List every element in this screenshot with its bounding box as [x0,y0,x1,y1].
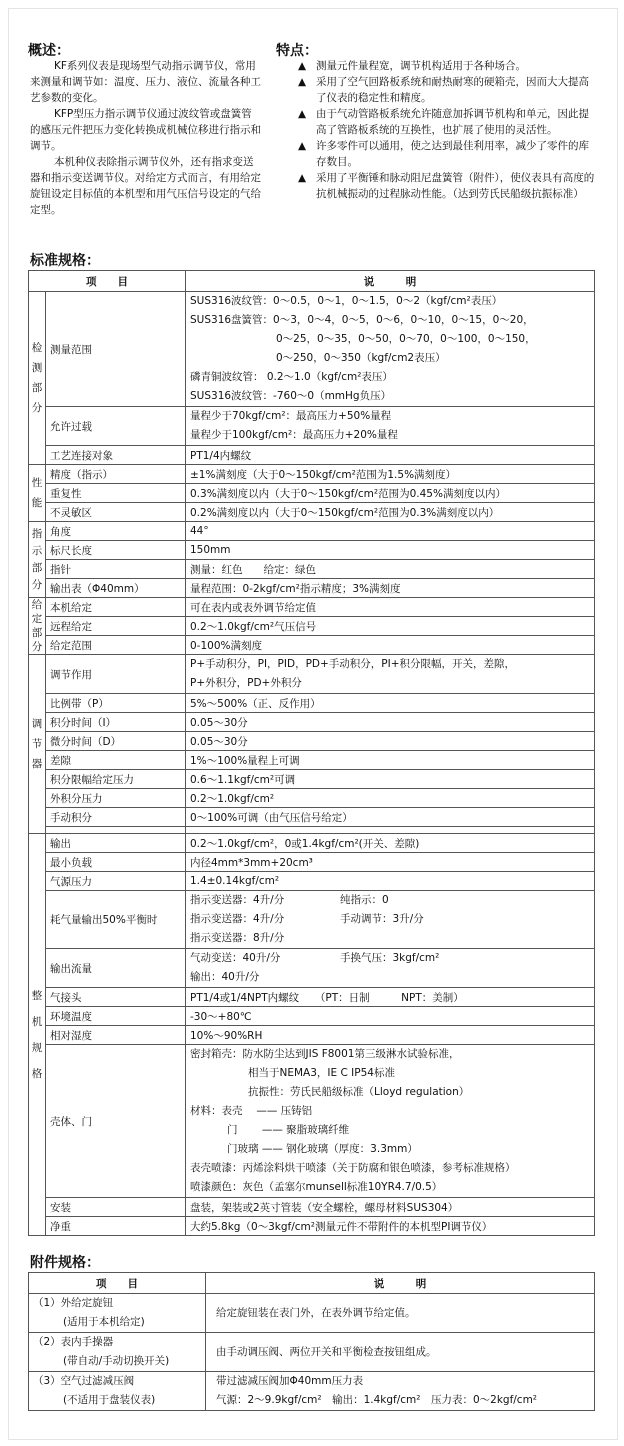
table-row [29,1217,595,1236]
column-header-item: 项 目 [29,1273,206,1294]
row-label: 比例带（P） [46,694,186,713]
row-value: 0.2%满刻度以内（大于0～150kgf/cm²范围为0.3%满刻度以内） [186,503,595,522]
output-flow-value: 气动变送：40升/分 手换气压：3kgf/cm² 输出：40升/分 [186,949,595,988]
bullet-triangle-icon: ▲ [298,172,307,184]
table-row [29,1026,595,1045]
row-value: 1%～100%量程上可调 [186,751,595,770]
table-row [29,770,595,789]
group-performance: 性 能 [29,465,46,522]
row-value: 大约5.8kg（0～3kgf/cm²测量元件不带附件的本机型PI调节仪） [186,1217,595,1236]
row-value: 0-100%满刻度 [186,636,595,655]
table-row [29,694,595,713]
row-value: 可在表内或表外调节给定值 [186,598,595,617]
row-label: 本机给定 [46,598,186,617]
table-row [29,1007,595,1026]
overview-paragraph: KFP型压力指示调节仪通过波纹管或盘簧管的感压元件把压力变化转换成机械位移进行指示和调节。 [30,108,261,152]
row-label: 不灵敏区 [46,503,186,522]
row-label: 相对湿度 [46,1026,186,1045]
row-value-empty [186,827,595,834]
column-header-item: 项 目 [29,271,186,292]
row-value: 1.4±0.14kgf/cm² [186,872,595,891]
feature-item: ▲ 许多零件可以通用，使之达到最佳利用率，减少了零件的库存数目。 [298,140,589,168]
row-label: 微分时间（D） [46,732,186,751]
row-label: 输出表（Φ40mm） [46,579,186,598]
feature-item: ▲ 采用了空气回路板系统和耐热耐寒的硬箱壳，因而大大提高了仪表的稳定性和精度。 [298,76,589,104]
table-row [29,853,595,872]
case-value: 密封箱壳：防水防尘达到JIS F8001第三级淋水试验标准， 相当于NEMA3，IE C IP54标准 抗振性：劳氏民船级标准（Lloyd regulation） 材料：表壳 —— 压铸铝 门 —— 聚脂玻璃纤维 门玻璃 —— 钢化玻璃（厚度：3.3mm） 表壳喷漆：丙烯涂料烘干喷漆（关于防腐和银色喷漆，参考标准规格） 喷漆颜色：灰色（孟塞尔munsell标准10YR4.7/0.5） [186,1045,595,1198]
column-header-description: 说 明 [186,271,595,292]
row-value: 内径4mm*3mm+20cm³ [186,853,595,872]
table-header-row [29,1273,595,1294]
row-value: 150mm [186,541,595,560]
table-row [29,503,595,522]
accessory-description: 带过滤减压阀加Φ40mm压力表 气源：2～9.9kgf/cm² 输出：1.4kgf/cm² 压力表：0～2kgf/cm² [206,1372,595,1411]
bullet-triangle-icon: ▲ [298,108,307,120]
standard-spec-table [28,270,595,1236]
row-label: 最小负载 [46,853,186,872]
accessory-item: （1）外给定旋钮 (适用于本机给定) [29,1294,206,1333]
row-label: 手动积分 [46,808,186,827]
table-row [29,579,595,598]
table-row [29,872,595,891]
features-list [298,58,598,202]
row-label: 气接头 [46,988,186,1007]
row-label: 积分限幅给定压力 [46,770,186,789]
table-row [29,1198,595,1217]
row-value: 盘装，架装或2英寸管装（安全螺栓，螺母材料SUS304） [186,1198,595,1217]
table-row [29,655,595,694]
row-label: 工艺连接对象 [46,446,186,465]
overview-text [30,58,262,218]
accessory-description: 由手动调压阀、两位开关和平衡检查按钮组成。 [206,1333,595,1372]
table-row [29,292,595,407]
table-row [29,751,595,770]
row-label: 气源压力 [46,872,186,891]
row-label: 标尺长度 [46,541,186,560]
row-value: 44° [186,522,595,541]
column-header-description: 说 明 [206,1273,595,1294]
table-row [29,560,595,579]
overview-title: 概述： [28,43,70,59]
bullet-triangle-icon: ▲ [298,140,307,152]
row-label: 安装 [46,1198,186,1217]
table-row [29,446,595,465]
row-label: 净重 [46,1217,186,1236]
row-label: 调节作用 [46,655,186,694]
measure-range-value: SUS316波纹管：0～0.5，0～1，0～1.5，0～2（kgf/cm²表压） SUS316盘簧管：0～3，0～4，0～5，0～6，0～10，0～15，0～20， 0～25，0～35，0～50，0～70，0～100，0～150， 0～250，0～350（kgf/cm2表压） 磷青铜波纹管： 0.2～1.0（kgf/cm²表压） SUS316波纹管：-760～0（mmHg负压） [186,292,595,407]
overview-paragraph: KF系列仪表是现场型气动指示调节仪，常用来测量和调节如：温度、压力、液位、流量各种工艺参数的变化。 [30,60,261,104]
row-value: 0.6～1.1kgf/cm²可调 [186,770,595,789]
group-regulator: 调 节 器 [29,655,46,834]
row-label: 输出 [46,834,186,853]
row-value: PT1/4内螺纹 [186,446,595,465]
row-value: 5%～500%（正、反作用） [186,694,595,713]
table-header-row [29,271,595,292]
accessory-spec-table [28,1272,595,1411]
row-value: 0～100%可调（由气压信号给定） [186,808,595,827]
table-row [29,808,595,827]
row-label: 指针 [46,560,186,579]
air-consumption-value: 指示变送器：4升/分 纯指示：0 指示变送器：4升/分 手动调节：3升/分 指示变送器：8升/分 [186,891,595,949]
accessory-item: （2）表内手操器 (带自动/手动切换开关) [29,1333,206,1372]
row-label: 测量范围 [46,292,186,407]
standard-spec-title: 标准规格： [30,253,100,269]
table-row [29,891,595,949]
table-row [29,988,595,1007]
table-row [29,484,595,503]
row-value: 0.05～30分 [186,732,595,751]
row-label: 角度 [46,522,186,541]
table-row [29,1294,595,1333]
row-value: PT1/4或1/4NPT内螺纹 （PT：日制 NPT：美制） [186,988,595,1007]
row-label: 差隙 [46,751,186,770]
row-value: 0.05～30分 [186,713,595,732]
bullet-triangle-icon: ▲ [298,60,307,72]
row-value: 0.2～1.0kgf/cm²气压信号 [186,617,595,636]
accessory-item: （3）空气过滤减压阀 (不适用于盘装仪表) [29,1372,206,1411]
row-value: ±1%满刻度（大于0～150kgf/cm²范围为1.5%满刻度） [186,465,595,484]
accessory-spec-title: 附件规格： [30,1255,100,1271]
table-row [29,827,595,834]
overview-paragraph: 本机种仪表除指示调节仪外，还有指求变送器和指示变送调节仪。对给定方式而言，有用给定旋钮设定目标值的本机型和用气压信号设定的气给定型。 [30,156,261,216]
table-row [29,407,595,446]
table-row [29,598,595,617]
row-value: 10%～90%RH [186,1026,595,1045]
features-title: 特点： [276,43,318,59]
table-row [29,834,595,853]
table-row [29,636,595,655]
table-row [29,1333,595,1372]
row-label: 远程给定 [46,617,186,636]
feature-item: ▲ 测量元件量程宽，调节机构适用于各种场合。 [298,60,526,72]
row-value: 0.2～1.0kgf/cm² [186,789,595,808]
group-detect: 检 测 部 分 [29,292,46,465]
overload-value: 量程少于70kgf/cm²：最高压力+50%量程 量程少于100kgf/cm²：最高压力+20%量程 [186,407,595,446]
row-label: 给定范围 [46,636,186,655]
group-setpoint: 给 定 部 分 [29,598,46,655]
feature-item: ▲ 采用了平衡锤和脉动阻尼盘簧管（附件），使仪表具有高度的抗机械振动的过程脉动性能。（达到劳氏民船级抗振标准） [298,172,595,200]
row-label: 壳体、门 [46,1045,186,1198]
table-row [29,522,595,541]
bullet-triangle-icon: ▲ [298,76,307,88]
row-label: 精度（指示） [46,465,186,484]
table-row [29,1372,595,1411]
table-row [29,949,595,988]
row-value: -30～+80℃ [186,1007,595,1026]
row-label: 允许过载 [46,407,186,446]
row-label: 外积分压力 [46,789,186,808]
table-row [29,541,595,560]
table-row [29,713,595,732]
table-row [29,732,595,751]
row-value: 测量：红色 给定：绿色 [186,560,595,579]
accessory-description: 给定旋钮装在表门外，在表外调节给定值。 [206,1294,595,1333]
table-row [29,1045,595,1198]
row-value: 0.3%满刻度以内（大于0～150kgf/cm²范围为0.45%满刻度以内） [186,484,595,503]
table-row [29,789,595,808]
row-label: 输出流量 [46,949,186,988]
row-label: 重复性 [46,484,186,503]
table-row [29,465,595,484]
row-value: 量程范围：0-2kgf/cm²指示精度；3%满刻度 [186,579,595,598]
group-whole-unit: 整 机 规 格 [29,834,46,1236]
row-label: 耗气量输出50%平衡时 [46,891,186,949]
row-label-empty [46,827,186,834]
control-action-value: P+手动积分，PI，PID，PD+手动积分，PI+积分限幅，开关，差隙， P+外积分，PD+外积分 [186,655,595,694]
table-row [29,617,595,636]
group-indication: 指 示 部 分 [29,522,46,598]
row-label: 积分时间（I） [46,713,186,732]
row-label: 环境温度 [46,1007,186,1026]
feature-item: ▲ 由于气动管路板系统允许随意加拆调节机构和单元，因此提高了管路板系统的互换性，也扩展了使用的灵活性。 [298,108,589,136]
row-value: 0.2～1.0kgf/cm²，0或1.4kgf/cm²(开关、差隙) [186,834,595,853]
